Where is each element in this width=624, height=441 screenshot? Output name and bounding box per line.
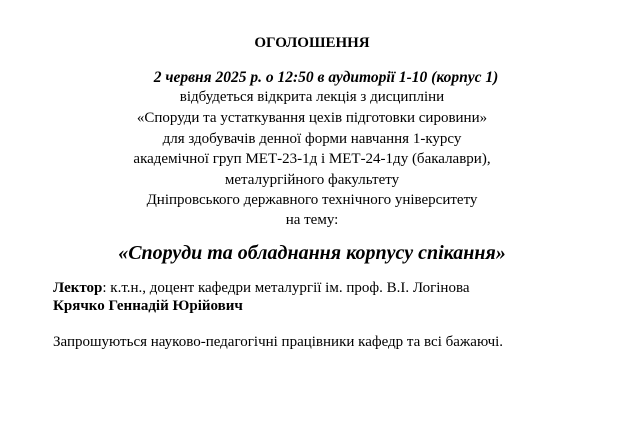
lecture-datetime-place: 2 червня 2025 р. о 12:50 в аудиторії 1-10 (корпус 1)	[153, 69, 499, 86]
lecturer-name: Крячко Геннадій Юрійович	[53, 298, 243, 314]
lecturer-label: Лектор	[53, 280, 103, 296]
lecture-topic: «Споруди та обладнання корпусу спікання»	[118, 242, 506, 264]
body-line-6: Дніпровського державного технічного університету	[146, 192, 478, 208]
announcement-title: ОГОЛОШЕННЯ	[254, 35, 370, 51]
body-line-7: на тему:	[285, 212, 339, 228]
body-line-2: «Споруди та устаткування цехів підготовки сировини»	[136, 110, 488, 126]
lecturer-details: : к.т.н., доцент кафедри металургії ім. проф. В.І. Логінова	[102, 280, 470, 296]
invitation-text: Запрошуються науково-педагогічні працівники кафедр та всі бажаючі.	[53, 334, 504, 350]
body-line-1: відбудеться відкрита лекція з дисципліни	[179, 89, 445, 105]
body-line-3: для здобувачів денної форми навчання 1-курсу	[162, 131, 462, 147]
lecturer-info	[53, 279, 470, 297]
body-line-4: академічної груп МЕТ-23-1д і МЕТ-24-1ду (бакалаври),	[133, 151, 491, 167]
body-line-5: металургійного факультету	[224, 172, 400, 188]
